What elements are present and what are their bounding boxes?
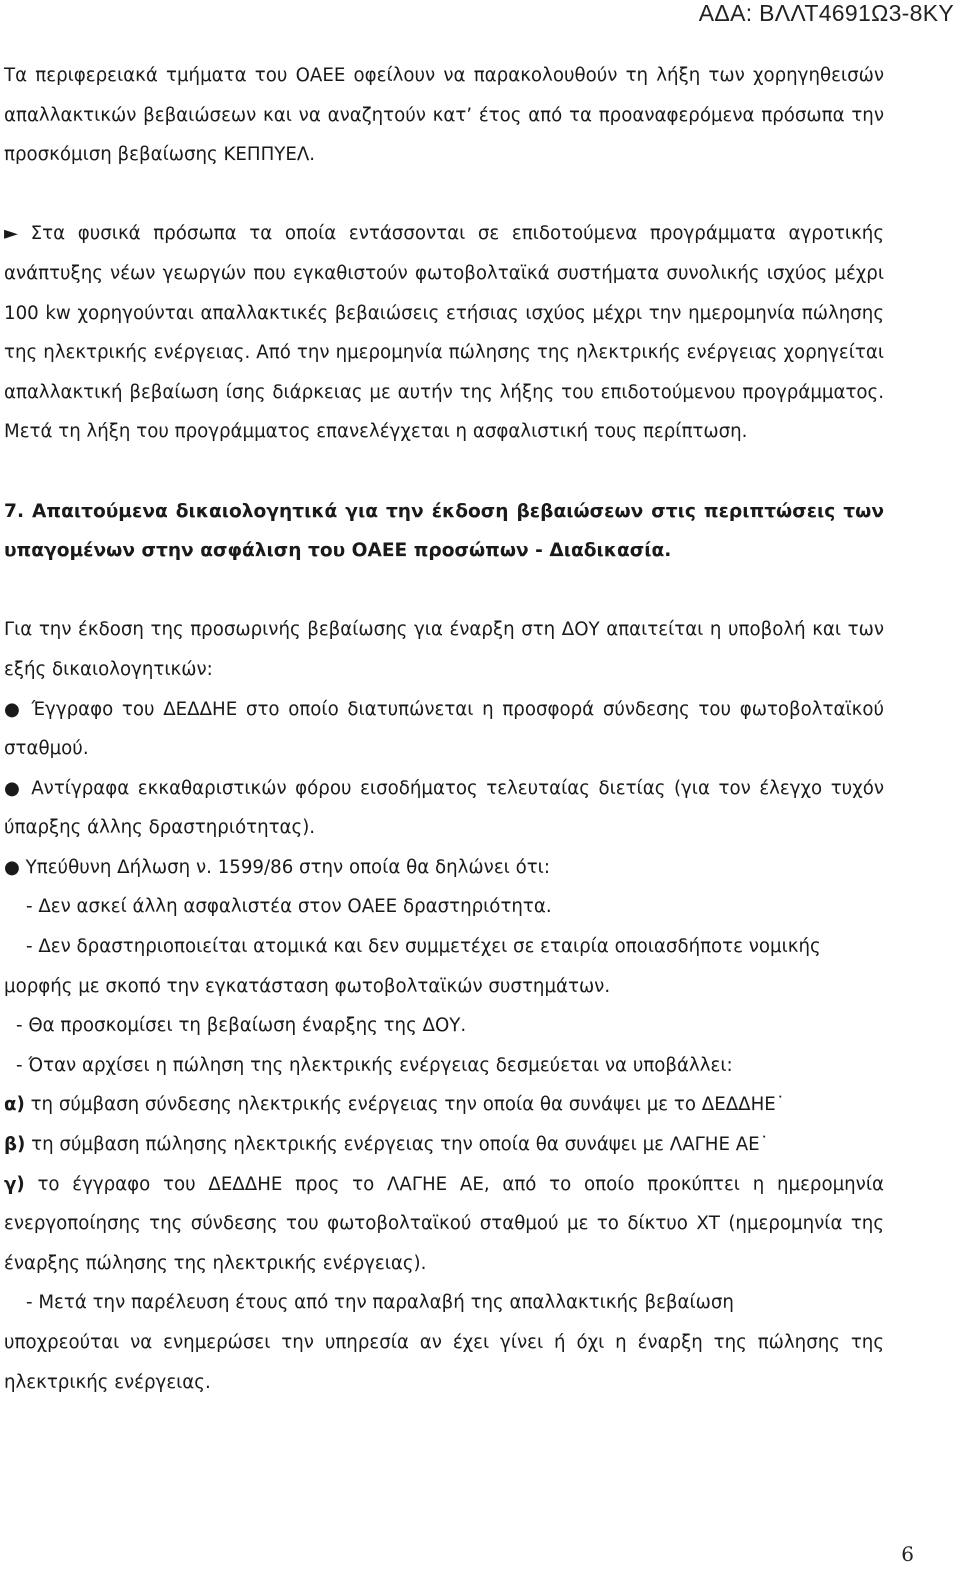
sub-item-a-label: α) <box>4 1094 25 1116</box>
sub-item-b-label: β) <box>4 1134 26 1156</box>
triangle-bullet-icon: ► <box>4 223 18 245</box>
section-heading-7: 7. Απαιτούμενα δικαιολογητικά για την έκδοση βεβαιώσεων στις περιπτώσεις των υπαγομένων στην ασφάλιση του ΟΑΕΕ προσώπων - Διαδικασία. <box>4 500 884 562</box>
document-body <box>4 56 884 1402</box>
declaration-item-no-company-rest: μορφής με σκοπό την εγκατάσταση φωτοβολταϊκών συστημάτων. <box>4 975 611 997</box>
sub-item-b-text: τη σύμβαση πώλησης ηλεκτρικής ενέργειας την οποία θα συνάψει με ΛΑΓΗΕ ΑΕ˙ <box>25 1134 769 1156</box>
sub-item-c-text: το έγγραφο του ΔΕΔΔΗΕ προς το ΛΑΓΗΕ ΑΕ, από το οποίο προκύπτει η ημερομηνία ενεργοποίησης της σύνδεσης του φωτοβολταϊκού σταθμού με το δίκτυο ΧΤ (ημερομηνία της έναρξης πώλησης της ηλεκτρικής ενέργειας). <box>4 1173 884 1274</box>
bullet-deddie-document: ● Έγγραφο του ΔΕΔΔΗΕ στο οποίο διατυπώνεται η προσφορά σύνδεσης του φωτοβολταϊκού σταθμού. <box>4 698 884 760</box>
declaration-item-no-other-activity: - Δεν ασκεί άλλη ασφαλιστέα στον ΟΑΕΕ δραστηριότητα. <box>26 896 552 918</box>
declaration-item-annual-update-first: - Μετά την παρέλευση έτους από την παραλαβή της απαλλακτικής βεβαίωση <box>26 1292 734 1314</box>
sub-item-a-text: τη σύμβαση σύνδεσης ηλεκτρικής ενέργειας την οποία θα συνάψει με το ΔΕΔΔΗΕ˙ <box>24 1094 785 1116</box>
declaration-item-no-company-first: - Δεν δραστηριοποιείται ατομικά και δεν συμμετέχει σε εταιρία οποιασδήποτε νομικής <box>26 936 821 958</box>
paragraph-young-farmers-text: Στα φυσικά πρόσωπα τα οποία εντάσσονται σε επιδοτούμενα προγράμματα αγροτικής ανάπτυξης νέων γεωργών που εγκαθιστούν φωτοβολταϊκά συστήματα συνολικής ισχύος μέχρι 100 kw χορηγούνται απαλλακτικές βεβαιώσεις ετήσιας ισχύος μέχρι την ημερομηνία πώλησης της ηλεκτρικής ενέργειας. Από την ημερομηνία πώλησης της ηλεκτρικής ενέργειας χορηγείται απαλλακτική βεβαίωση ίσης διάρκειας με αυτήν της λήξης του επιδοτούμενου προγράμματος. Μετά τη λήξη του προγράμματος επανελέγχεται η ασφαλιστική τους περίπτωση. <box>4 223 884 443</box>
declaration-item-annual-update-rest: υποχρεούται να ενημερώσει την υπηρεσία αν έχει γίνει ή όχι η έναρξη της πώλησης της ηλεκτρικής ενέργειας. <box>4 1332 884 1393</box>
ada-code: ΑΔΑ: ΒΛΛΤ4691Ω3-8ΚΥ <box>698 0 954 26</box>
sub-item-c <box>4 1165 884 1284</box>
paragraph-young-farmers <box>4 214 884 452</box>
bullet-solemn-declaration: ● Υπεύθυνη Δήλωση ν. 1599/86 στην οποία θα δηλώνει ότι: <box>4 856 550 878</box>
declaration-item-submit-when-selling: - Όταν αρχίσει η πώληση της ηλεκτρικής ενέργειας δεσμεύεται να υποβάλλει: <box>16 1054 733 1076</box>
paragraph-provisional-certificate: Για την έκδοση της προσωρινής βεβαίωσης για έναρξη στη ΔΟΥ απαιτείται η υποβολή και των εξής δικαιολογητικών: <box>4 619 884 680</box>
paragraph-monitoring: Τα περιφερειακά τμήματα του ΟΑΕΕ οφείλουν να παρακολουθούν τη λήξη των χορηγηθεισών απαλλακτικών βεβαιώσεων και να αναζητούν κατ’ έτος από τα προαναφερόμενα πρόσωπα την προσκόμιση βεβαίωσης ΚΕΠΠΥΕΛ. <box>4 65 884 166</box>
sub-item-a <box>4 1085 884 1125</box>
sub-item-b <box>4 1125 884 1165</box>
bullet-tax-statements: ● Αντίγραφα εκκαθαριστικών φόρου εισοδήματος τελευταίας διετίας (για τον έλεγχο τυχόν ύπαρξης άλλης δραστηριότητας). <box>4 777 884 839</box>
page-number: 6 <box>901 1542 914 1566</box>
sub-item-c-label: γ) <box>4 1173 25 1195</box>
declaration-item-doy-certificate: - Θα προσκομίσει τη βεβαίωση έναρξης της ΔΟΥ. <box>16 1015 467 1037</box>
